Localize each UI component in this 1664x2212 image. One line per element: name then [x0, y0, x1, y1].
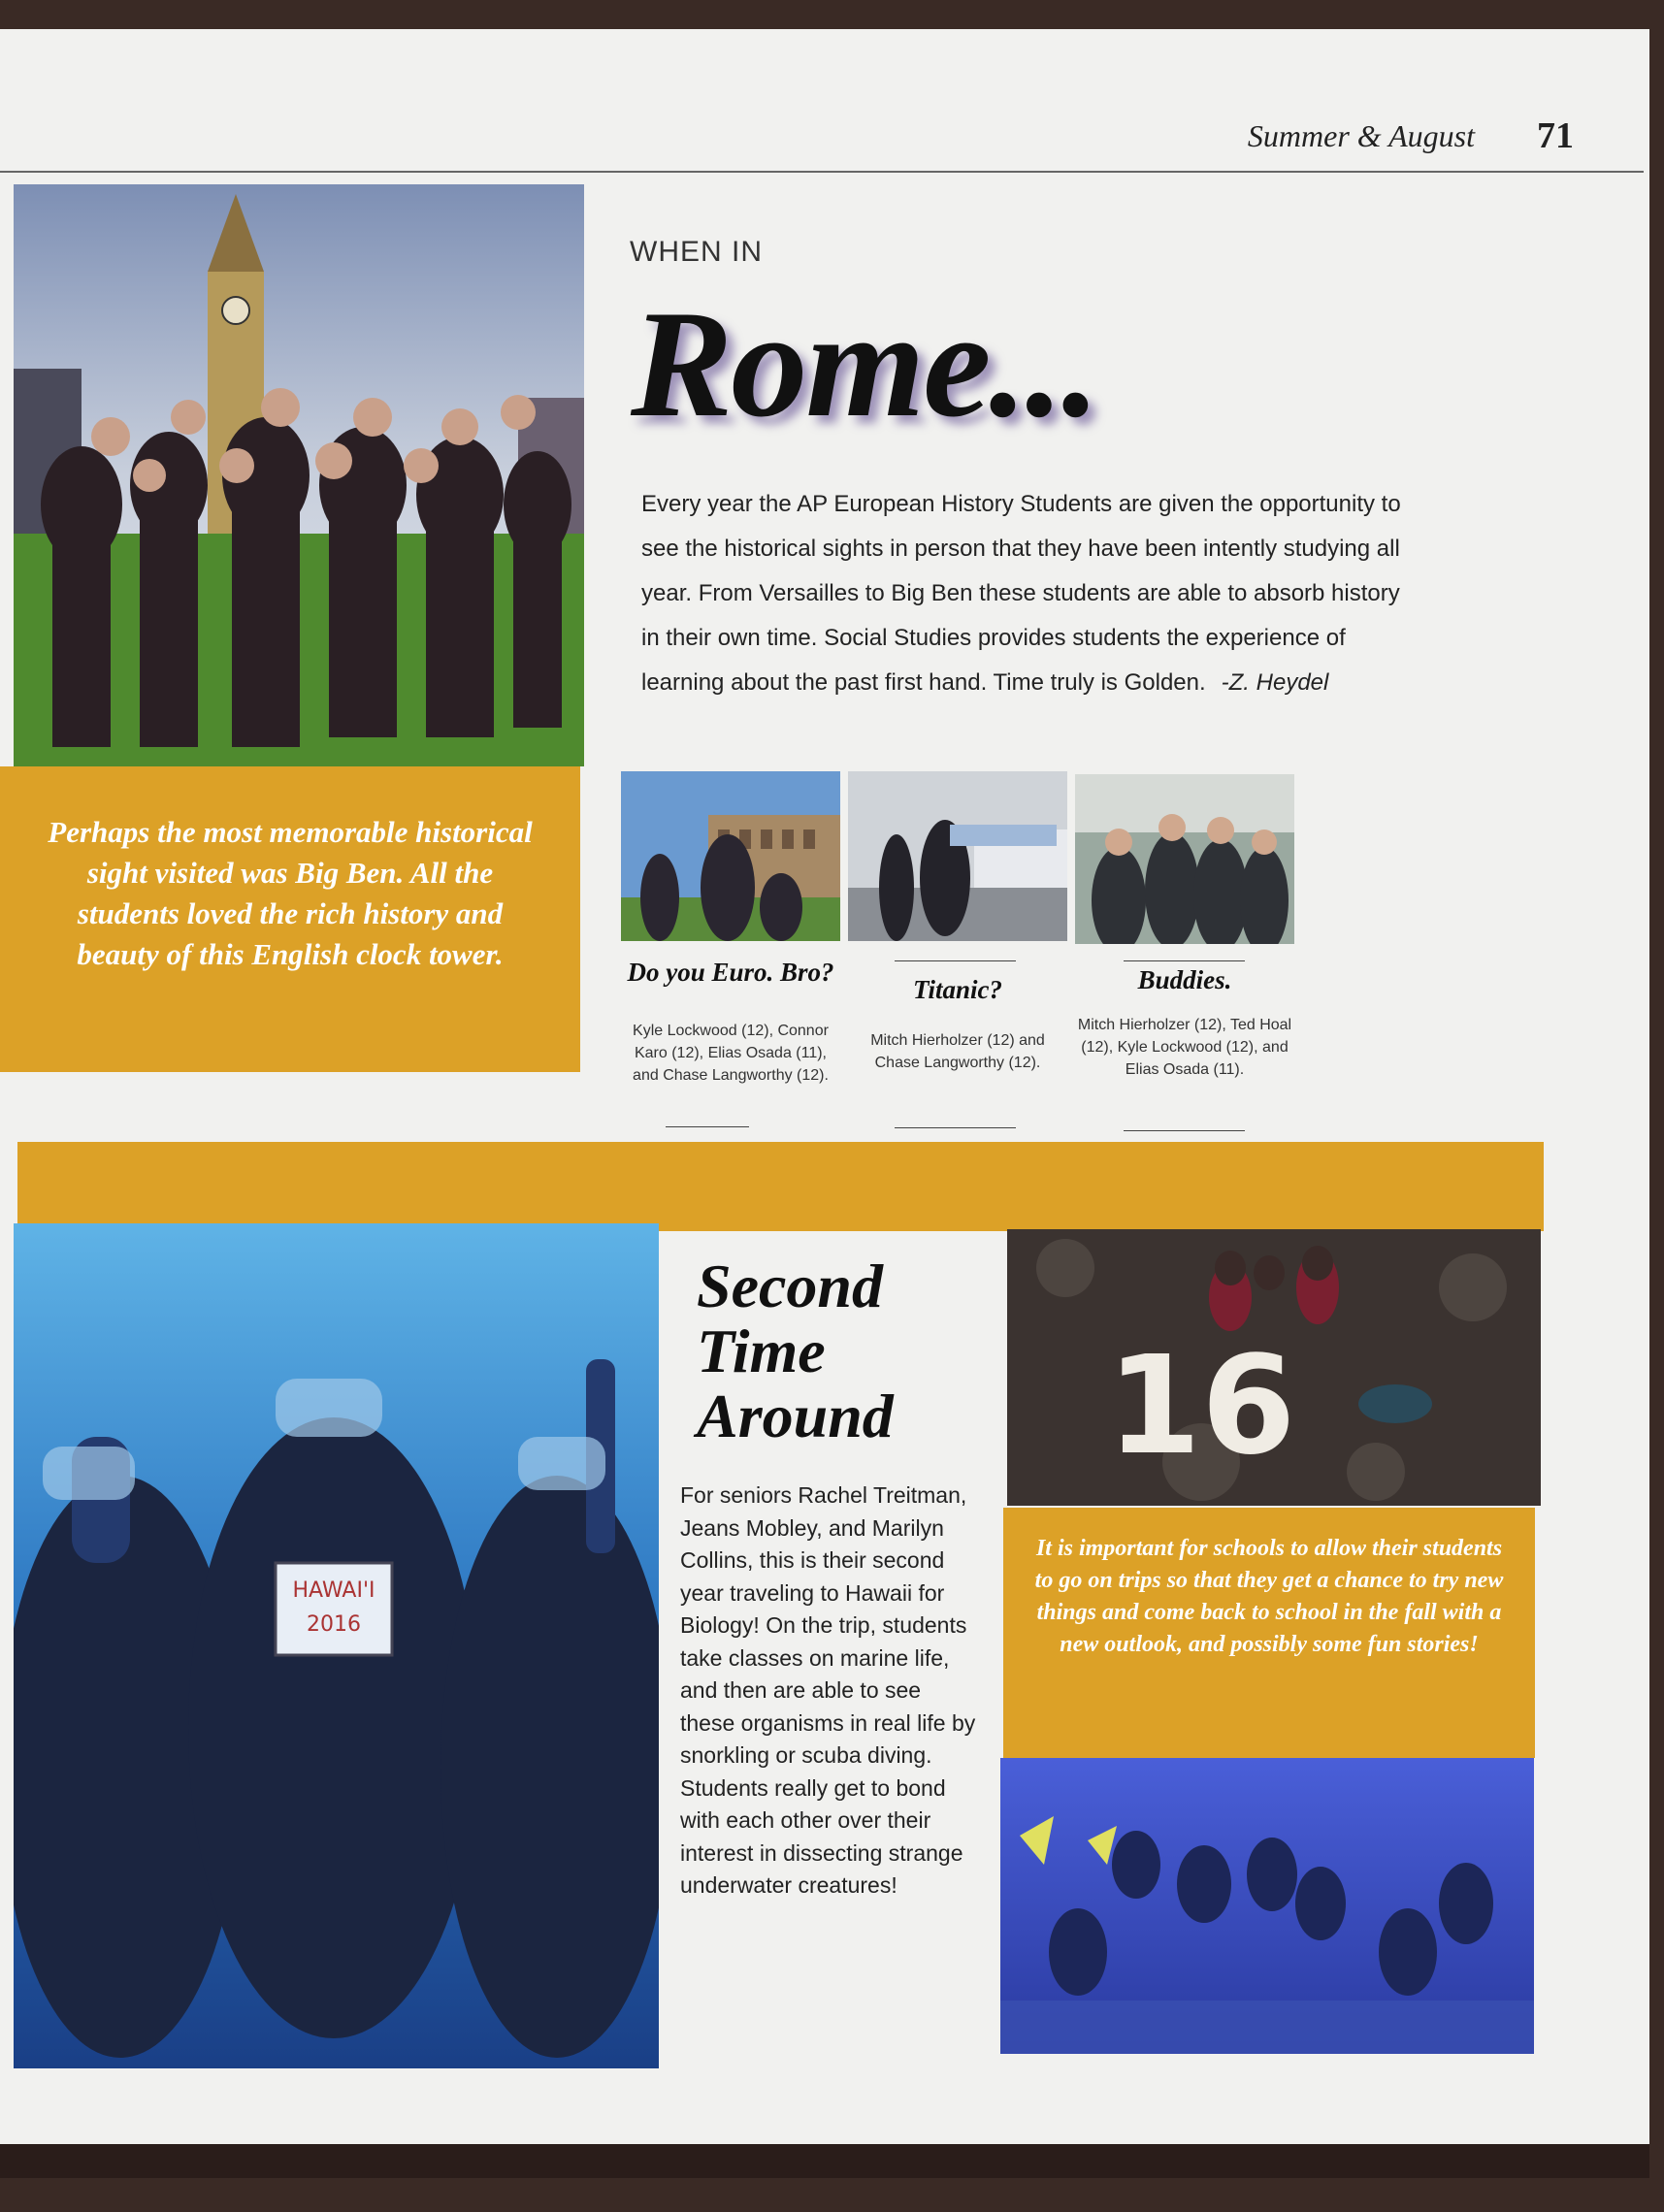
pebble-number: 16 — [1106, 1327, 1296, 1485]
hawaii-sign-text: HAWAI'I — [292, 1578, 375, 1603]
snorkelers-photo — [1000, 1758, 1534, 2054]
big-ben-group-photo — [14, 184, 584, 766]
hawaii-body: For seniors Rachel Treitman, Jeans Mobley, and Marilyn Collins, this is their second year traveling to Hawaii for Biology! On the trip, students take classes on marine life, and then are able to see these organisms in real life by snorkling or scuba diving. Students really get to bond with each other over their interest in dissecting strange underwater creatures! — [680, 1482, 976, 1898]
rome-intro — [641, 482, 1515, 705]
caption-rule — [895, 1127, 1016, 1128]
titanic-photo — [848, 771, 1067, 941]
big-ben-caption: Perhaps the most memorable historical sight visited was Big Ben. All the students loved the rich history and beauty of this English clock tower. — [0, 766, 580, 1072]
intro-line: learning about the past first hand. Time truly is Golden. -Z. Heydel — [641, 669, 1329, 696]
photo2-caption: Mitch Hierholzer (12) and Chase Langworthy (12). — [870, 1032, 1045, 1071]
section-band — [17, 1142, 1544, 1231]
pebble-beach-photo — [1007, 1229, 1541, 1506]
kicker-text: WHEN IN — [630, 236, 763, 268]
caption-rule — [895, 960, 1016, 961]
page-bottom-edge — [0, 2144, 1649, 2178]
scuba-divers-photo — [14, 1223, 659, 2068]
intro-line: year. From Versailles to Big Ben these students are able to absorb history — [641, 580, 1400, 606]
buddies-photo — [1075, 774, 1294, 944]
photo1-title: Do you Euro. Bro? — [627, 958, 834, 987]
caption-rule — [1124, 1130, 1245, 1131]
author-byline: -Z. Heydel — [1221, 669, 1329, 696]
hawaii-title: Second Time Around — [697, 1252, 894, 1450]
header-rule — [0, 171, 1644, 173]
rome-title: Rome... — [631, 279, 1098, 449]
hawaii-sign-year: 2016 — [307, 1612, 361, 1637]
colosseum-photo — [621, 771, 840, 941]
caption-rule — [666, 1126, 749, 1127]
photo1-caption: Kyle Lockwood (12), Connor Karo (12), Elias Osada (11), and Chase Langworthy (12). — [633, 1023, 829, 1084]
intro-line: Every year the AP European History Students are given the opportunity to — [641, 491, 1401, 517]
intro-line: see the historical sights in person that they have been intently studying all — [641, 536, 1400, 562]
hawaii-caption: It is important for schools to allow their students to go on trips so that they get a chance to try new things and come back to school in the fall with a new outlook, and possibly some fun stories! — [1003, 1508, 1535, 1758]
photo3-title: Buddies. — [1137, 965, 1232, 994]
photo3-caption: Mitch Hierholzer (12), Ted Hoal (12), Kyle Lockwood (12), and Elias Osada (11). — [1077, 1017, 1292, 1078]
intro-line: in their own time. Social Studies provides students the experience of — [641, 625, 1346, 651]
page-number: 71 — [1537, 115, 1574, 156]
yearbook-page — [0, 29, 1649, 2178]
photo2-title: Titanic? — [913, 975, 1002, 1004]
section-title: Summer & August — [1247, 118, 1475, 153]
caption-rule — [1124, 960, 1245, 961]
